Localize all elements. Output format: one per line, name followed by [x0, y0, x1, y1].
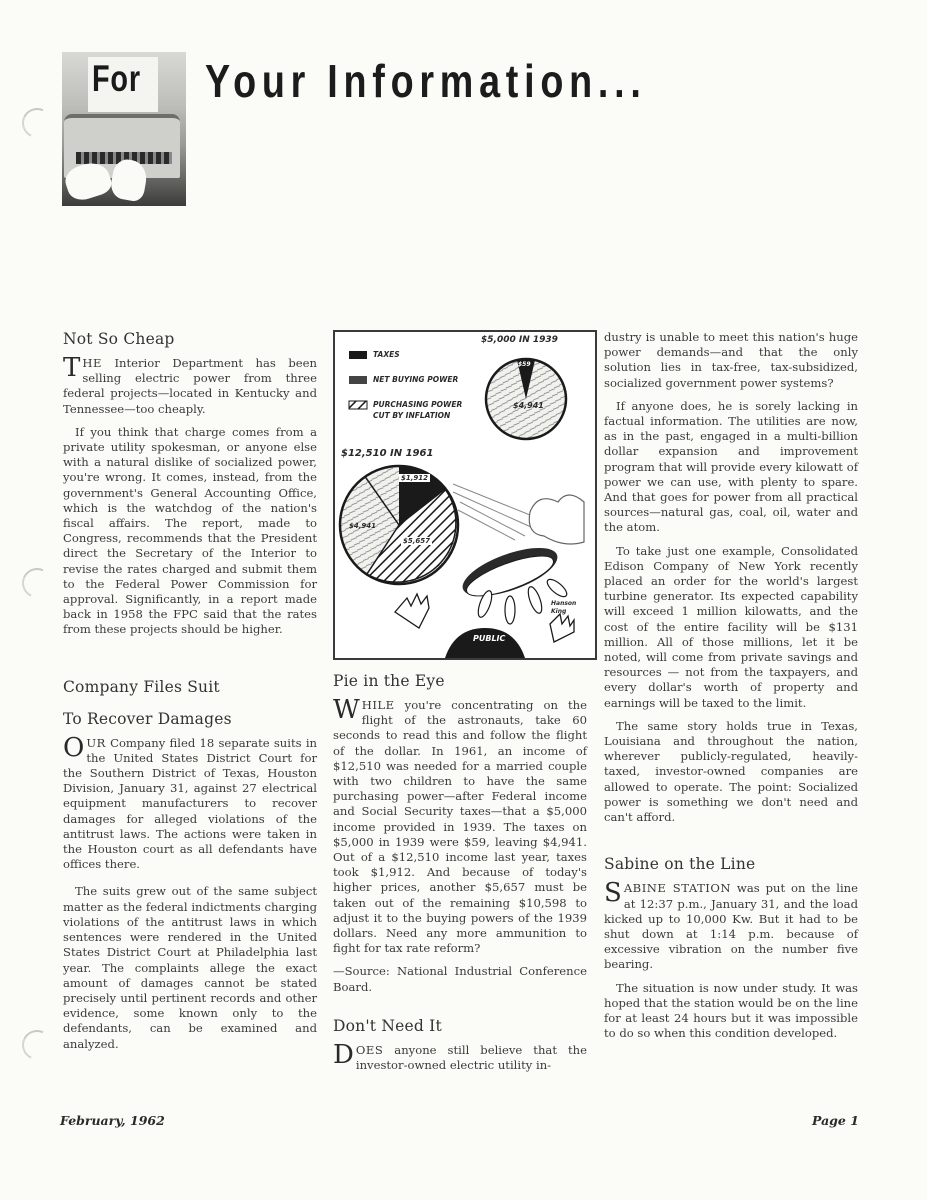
- pie-1961-taxes-label: $1,912: [401, 474, 429, 482]
- pie-1939-net-label: $4,941: [513, 401, 544, 410]
- paragraph-text: Company filed 18 separate suits in the United States District Court for the Southern District of Texas, Houston Division, January 31, against 27 electrical equipment manufacturers to recover damages for alleged violations of the antitrust laws. The actions were taken in the Houston court as all defendants have offices there.: [63, 735, 317, 872]
- pie-1961-inflation-label: $5,657: [403, 537, 431, 545]
- drop-cap: S: [604, 878, 622, 909]
- article-paragraph: dustry is unable to meet this nation's huge power demands—and that the only solution lies in tax-free, tax-subsidized, socialized government power systems?: [604, 330, 858, 390]
- article-pie-in-the-eye: [333, 672, 587, 995]
- article-paragraph: The same story holds true in Texas, Louisiana and throughout the nation, wherever publicly-regulated, heavily-taxed, investor-owned companies are allowed to operate. The point: Socialized power is something we don't need and can't afford.: [604, 718, 858, 825]
- masthead-title: Your Information...: [205, 55, 647, 107]
- issue-date: February, 1962: [60, 1113, 165, 1128]
- article-source: —Source: National Industrial Conference Board.: [333, 964, 587, 994]
- pie-1939-title: $5,000 IN 1939: [481, 335, 558, 345]
- article-sabine-on-the-line: [604, 855, 858, 1041]
- article-paragraph: To take just one example, Consolidated Edison Company of New York recently placed an order for the world's largest turbine generator. Its expected capability will exceed 1 million kilowatts, and the cost of the entire facility will be $131 million. All of those millions, let it be noted, will come from private savings and resources — not from the taxpayers, and every dollar's worth of property and earnings will be taxed to the limit.: [604, 543, 858, 710]
- legend-swatch-inflation: [349, 401, 367, 409]
- motion-lines: [453, 484, 535, 540]
- drop-cap: O: [63, 732, 85, 763]
- legend-label-inflation-2: CUT BY INFLATION: [373, 411, 451, 420]
- article-subheading: To Recover Damages: [63, 709, 232, 728]
- public-figure-label: PUBLIC: [473, 634, 506, 643]
- article-dont-need-it: [333, 1017, 587, 1073]
- article-heading: Pie in the Eye: [333, 672, 445, 690]
- article-paragraph: [63, 732, 317, 873]
- paragraph-text: you're concentrating on the flight of the astronauts, take 60 seconds to read this and follow the flight of the dollar. In 1961, an income of $12,510 was needed for a married couple with two children to have the same purchasing power—after Federal income and Social Security taxes—that a $5,000 income provided in 1939. The taxes on $5,000 in 1939 were $59, leaving $4,941. Out of a $12,510 income last year, taxes took $1,912. And because of today's higher prices, another $5,657 must be taken out of the remaining $10,598 to adjust it to the buying powers of the 1939 dollars. Need any more ammunition to fight for tax rate reform?: [333, 698, 587, 956]
- article-heading: Company Files Suit: [63, 677, 220, 696]
- legend-label-net: NET BUYING POWER: [373, 375, 459, 384]
- binder-hole-mark: [18, 104, 56, 142]
- column-3: [604, 330, 858, 1049]
- article-heading: Don't Need It: [333, 1016, 442, 1035]
- binder-hole-mark: [18, 1026, 56, 1064]
- lead-caps: UR: [86, 735, 106, 750]
- drop-cap: D: [333, 1039, 354, 1070]
- cloud: [529, 495, 584, 544]
- pie-1939-taxes-label: $59: [518, 361, 531, 368]
- pie-1961-title: $12,510 IN 1961: [341, 448, 434, 459]
- paragraph-text: was put on the line at 12:37 p.m., January 31, and the load kicked up to 10,000 Kw. But it had to be shut down at 1:14 p.m. because of excessive vibration on the number five bearing.: [604, 881, 858, 972]
- lead-caps: ABINE STATION: [623, 881, 732, 896]
- cartoonist-signature: Hanson King: [551, 600, 577, 615]
- paragraph-text: anyone still believe that the investor-owned electric utility in-: [355, 1042, 587, 1073]
- article-paragraph: The suits grew out of the same subject matter as the federal indictments charging violations of the antitrust laws in which sentences were rendered in the United States District Court at Philadelphia last year. The complaints allege the exact amount of damages cannot be stated precisely until pertinent records and other evidence, some known only to the defendants, can be examined and analyzed.: [63, 884, 317, 1051]
- article-paragraph: [604, 878, 858, 972]
- legend-label-inflation-1: PURCHASING POWER: [373, 400, 463, 409]
- legend-swatch-net: [349, 376, 367, 384]
- public-figure-body: [445, 628, 525, 658]
- paragraph-text: Interior Department has been selling electric power from three federal projects—located in Kentucky and Tennessee—too cheaply.: [63, 356, 317, 416]
- article-paragraph: [333, 1039, 587, 1073]
- article-company-files-suit: [63, 678, 317, 1052]
- article-heading: Sabine on the Line: [604, 855, 756, 874]
- column-2: [333, 330, 587, 1081]
- binder-hole-mark: [18, 564, 56, 602]
- pie-in-the-eye-cartoon: [333, 330, 597, 660]
- page-number: Page 1: [812, 1113, 859, 1128]
- drop-cap: T: [63, 353, 81, 383]
- typewriter-photo: [62, 52, 186, 206]
- article-heading: Not So Cheap: [63, 330, 175, 348]
- article-paragraph: The situation is now under study. It was hoped that the station would be on the line for at least 24 hours but it was impossible to do so when this condition developed.: [604, 980, 858, 1041]
- lead-caps: OES: [355, 1042, 384, 1057]
- lead-caps: HE: [82, 356, 102, 370]
- legend-label-taxes: TAXES: [373, 350, 400, 359]
- article-paragraph: If you think that charge comes from a private utility spokesman, or anyone else with a natural dislike of socialized power, you're wrong. It comes, instead, from the government's General Accounting Office, which is the watchdog of the nation's fiscal affairs. The report, made to Congress, recommends that the President direct the Secretary of the Interior to revise the rates charged and submit them to the Federal Power Commission for approval. Significantly, in a report made back in 1958 the FPC said that the rates from these projects should be higher.: [63, 424, 317, 637]
- lead-caps: HILE: [361, 698, 395, 712]
- article-not-so-cheap: [63, 330, 317, 638]
- masthead-photo-word: For: [92, 58, 141, 99]
- drop-cap: W: [333, 695, 360, 725]
- article-paragraph: [63, 353, 317, 417]
- pie-1961-net-label: $4,941: [349, 522, 377, 530]
- column-1: [63, 330, 317, 1060]
- article-dont-need-it-continued: [604, 330, 858, 825]
- legend-swatch-taxes: [349, 351, 367, 359]
- article-paragraph: [333, 695, 587, 956]
- article-paragraph: If anyone does, he is sorely lacking in factual information. The utilities are now, as in the past, engaged in a multi-billion dollar expansion and improvement program that will provide every kilowatt of power we can use, with plenty to spare. And that goes for power from all practical sources—natural gas, coal, oil, water and the atom.: [604, 398, 858, 535]
